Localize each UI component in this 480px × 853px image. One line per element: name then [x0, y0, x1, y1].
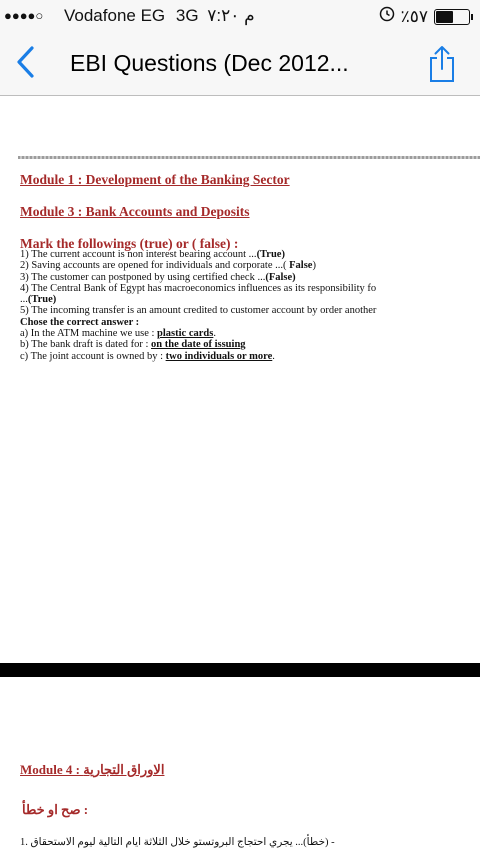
- item-text: c) The joint account is owned by :: [20, 350, 166, 362]
- list-item: [20, 260, 480, 271]
- back-button[interactable]: [8, 44, 44, 84]
- item-answer: False: [289, 260, 313, 272]
- question-lines: [20, 249, 480, 362]
- alarm-icon: [379, 6, 395, 27]
- list-item: [20, 272, 480, 283]
- module1-heading: Module 1 : Development of the Banking Sector: [20, 172, 290, 187]
- battery-icon: [434, 9, 470, 25]
- item-text: 5) The incoming transfer is an amount credited to customer account by order another: [20, 305, 377, 317]
- item-text: 1) The current account is non interest bearing account ...: [20, 249, 257, 260]
- item-text: b) The bank draft is dated for :: [20, 339, 152, 351]
- item-end: .: [272, 350, 275, 362]
- list-item: [20, 283, 480, 294]
- signal-strength: ●●●●○: [4, 8, 44, 23]
- navigation-bar: [0, 34, 480, 96]
- item-answer: on the date of issuing: [151, 339, 246, 351]
- list-item: [20, 339, 480, 350]
- module3-heading: Module 3 : Bank Accounts and Deposits: [20, 204, 250, 219]
- item-answer: (True): [256, 249, 285, 260]
- battery-fill: [436, 11, 453, 23]
- item-answer: plastic cards: [157, 328, 214, 340]
- document-divider: [18, 156, 480, 159]
- list-item: [20, 294, 480, 305]
- document-view[interactable]: [0, 96, 480, 853]
- item-text: 2) Saving accounts are opened for individuals and corporate ...(: [20, 260, 290, 272]
- list-item: [20, 305, 480, 316]
- clock: م ٧:٢٠: [207, 6, 255, 25]
- arabic-question: - (خطأ)... يجري احتجاج البروتستو خلال الثلاثة ايام التالية ليوم الاستحقاق .1: [20, 837, 335, 848]
- item-prefix: ...: [20, 294, 28, 306]
- battery-percent: ٪٥٧: [400, 6, 428, 26]
- list-item: [20, 328, 480, 339]
- item-end: .: [213, 328, 216, 340]
- item-answer: two individuals or more: [165, 350, 273, 362]
- carrier-info: [64, 6, 255, 26]
- share-button[interactable]: [426, 44, 458, 84]
- item-end: ): [312, 260, 316, 272]
- choose-heading: Chose the correct answer :: [20, 316, 140, 328]
- item-text: 3) The customer can postponed by using certified check ...: [20, 271, 266, 283]
- mark-heading: Mark the followings (true) or ( false) :: [20, 236, 239, 251]
- item-text: a) In the ATM machine we use :: [20, 328, 158, 340]
- list-item: [20, 249, 480, 260]
- page-break: [0, 663, 480, 677]
- page-title: EBI Questions (Dec 2012...: [70, 50, 349, 76]
- network-type: 3G: [175, 6, 199, 25]
- share-icon: [426, 44, 458, 84]
- item-answer: (True): [27, 294, 57, 306]
- item-text: 4) The Central Bank of Egypt has macroeconomics influences as its responsibility fo: [20, 282, 377, 294]
- item-answer: (False): [265, 271, 296, 283]
- arabic-heading: : صح او خطأ: [22, 802, 89, 817]
- chevron-left-icon: [14, 44, 38, 80]
- carrier-name: Vodafone EG: [64, 6, 166, 25]
- list-item: [20, 351, 480, 362]
- module4-heading: Module 4 : الاوراق التجارية: [20, 762, 165, 777]
- status-right: [379, 6, 470, 27]
- status-bar: [0, 0, 480, 34]
